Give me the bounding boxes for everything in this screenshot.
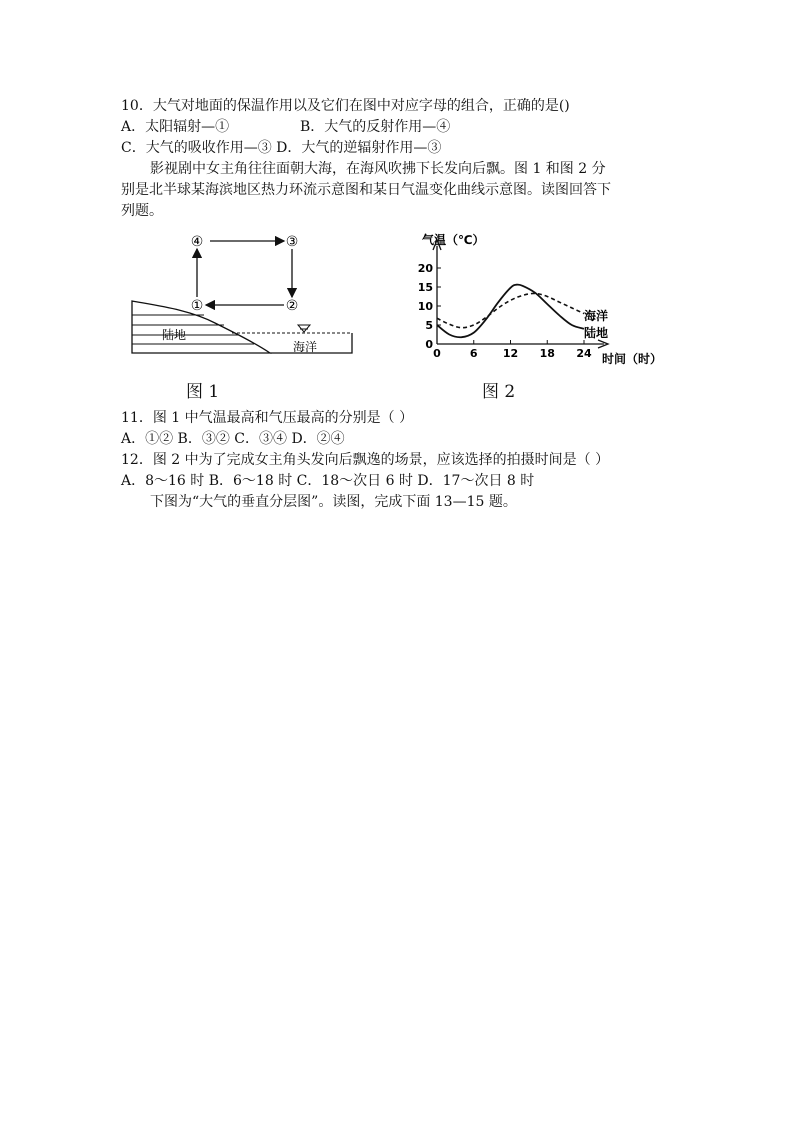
x-axis-label: 时间（时） (602, 352, 663, 366)
q12-stem: 12．图 2 中为了完成女主角头发向后飘逸的场景，应该选择的拍摄时间是（ ） (121, 452, 610, 468)
next-section-intro: 下图为“大气的垂直分层图”。读图，完成下面 13—15 题。 (150, 494, 517, 510)
q12-options: A．8～16 时 B．6～18 时 C．18～次日 6 时 D．17～次日 8 时 (121, 473, 535, 489)
x-tick-label: 6 (469, 347, 478, 360)
x-tick-label: 0 (433, 347, 441, 360)
sea-label: 海洋 (293, 340, 318, 354)
q11-stem: 11．图 1 中气温最高和气压最高的分别是（ ） (121, 410, 414, 426)
y-axis-label: 气温（℃） (422, 233, 485, 247)
figure-1-caption: 图 1 (186, 382, 220, 402)
y-tick-label: 15 (418, 281, 433, 294)
node-4-label: ④ (190, 234, 204, 250)
figure-2-chart (418, 228, 676, 370)
q10-stem: 10．大气对地面的保温作用以及它们在图中对应字母的组合，正确的是() (121, 98, 570, 114)
node-1-label: ① (190, 298, 204, 314)
y-tick-label: 5 (425, 319, 433, 332)
figure-1-diagram (120, 228, 370, 363)
q10-option-cd: C．大气的吸收作用—③ D．大气的逆辐射作用—③ (121, 140, 442, 156)
x-tick-label: 18 (539, 347, 555, 360)
intro-line-3: 列题。 (121, 203, 163, 219)
node-2-label: ② (285, 298, 299, 314)
intro-line-1: 影视剧中女主角往往面朝大海，在海风吹拂下长发向后飘。图 1 和图 2 分 (150, 161, 606, 177)
x-tick-label: 12 (502, 347, 519, 360)
series-sea-line (437, 293, 584, 327)
land-label: 陆地 (162, 328, 187, 342)
y-tick-label: 20 (418, 262, 433, 275)
y-tick-label: 10 (418, 300, 433, 313)
q10-option-b: B．大气的反射作用—④ (300, 119, 451, 135)
figure-2-caption: 图 2 (482, 382, 516, 402)
series-land-line (437, 285, 584, 338)
land-series-label: 陆地 (584, 326, 609, 340)
y-tick-label: 0 (425, 338, 433, 351)
node-3-label: ③ (285, 234, 299, 250)
intro-line-2: 别是北半球某海滨地区热力环流示意图和某日气温变化曲线示意图。读图回答下 (121, 182, 611, 198)
q10-option-a: A．太阳辐射—① (121, 119, 230, 135)
sea-series-label: 海洋 (584, 309, 609, 323)
q11-options: A．①② B．③② C．③④ D．②④ (121, 431, 345, 447)
x-tick-label: 24 (576, 347, 592, 360)
water-level-icon (298, 325, 310, 332)
